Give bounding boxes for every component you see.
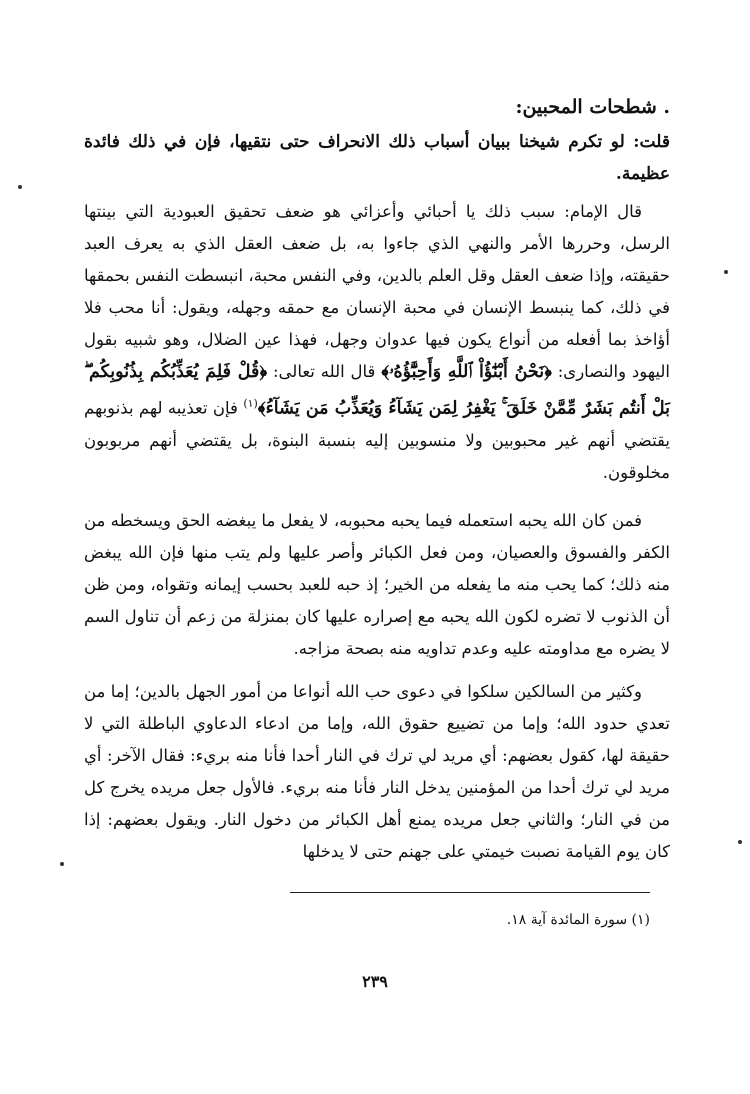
scan-speck (18, 185, 22, 189)
page-number: ٢٣٩ (362, 972, 388, 991)
paragraph-text-intro: قال الإمام: سبب ذلك يا أحبائي وأعزائي هو ضعف تحقيق العبودية التي بينتها الرسل، وحررها الأمر والنهي الذي جاءوا به، بل ضعف العقل الذي به يعرف العبد حقيقته، وإذا ضعف العقل وقل العلم بالدين، وفي النفس محبة، انبسطت النفس بحمقها في ذلك، كما ينبسط الإنسان في محبة الإنسان مع حمقه وجهله، ويقول: أنا محب فلا أؤاخذ بما أفعله من أنواع يكون فيها عدوان وجهل، فهذا عين الضلال، وهو شبيه بقول اليهود والنصارى: (84, 202, 670, 381)
paragraph-seekers (84, 676, 670, 868)
scan-speck (738, 840, 742, 844)
section-heading: . شطحات المحبين: (515, 96, 670, 118)
paragraph-text-link: قال الله تعالى: (272, 362, 376, 381)
scan-speck (60, 862, 64, 866)
footnote: (١) سورة المائدة آية ١٨. (506, 912, 650, 928)
paragraph-text-conclusion: فإن تعذيبه لهم بذنوبهم يقتضي أنهم غير محبوبين ولا منسوبين إليه بنسبة البنوة، بل يقتضي أنهم مربوبون مخلوقون. (84, 398, 670, 482)
paragraph-love-and-sin (84, 505, 670, 665)
quran-verse-1: ﴿نَحْنُ أَبْنَٰٓؤُاْ ٱللَّهِ وَأَحِبَّٰٓؤُهُۥ﴾ (381, 362, 552, 382)
paragraph-text: فمن كان الله يحبه استعمله فيما يحبه محبوبه، لا يفعل ما يبغضه الحق ويسخطه من الكفر والفسوق والعصيان، ومن فعل الكبائر وأصر عليها ولم يتب منها فإن الله يبغض منه ذلك؛ كما يحب منه ما يفعله من الخير؛ إذ حبه للعبد بحسب إيمانه وتقواه، ومن ظن أن الذنوب لا تضره لكون الله يحبه مع إصراره عليها كان بمنزلة من زعم أن تناول السم لا يضره مع مداومته عليه وعدم تداويه منه بصحة مزاجه. (84, 511, 670, 658)
paragraph-text: وكثير من السالكين سلكوا في دعوى حب الله أنواعا من أمور الجهل بالدين؛ إما من تعدي حدود الله؛ وإما من تضييع حقوق الله، وإما من ادعاء الدعاوي الباطلة التي لا حقيقة لها، كقول بعضهم: أي مريد لي ترك في النار أحدا فأنا منه بريء: فقال الآخر: أي مريد لي ترك أحدا من المؤمنين يدخل النار فأنا منه بريء. فالأول جعل مريده يخرج كل من في النار؛ والثاني جعل مريده يمنع أهل الكبائر من دخول النار. ويقول بعضهم: إذا كان يوم القيامة نصبت خيمتي على جهنم حتى لا يدخلها (84, 682, 670, 861)
quran-verse-2: ﴿قُلْ فَلِمَ يُعَذِّبُكُم بِذُنُوبِكُم ۖ بَلْ أَنتُم بَشَرٌ مِّمَّنْ خَلَقَ ۚ يَغْفِرُ لِمَن يَشَآءُ وَيُعَذِّبُ مَن يَشَآءُ﴾ (84, 362, 670, 419)
scan-speck (724, 270, 728, 274)
footnote-reference[interactable]: (١) (243, 397, 258, 410)
paragraph-imam-answer (84, 196, 670, 489)
question-paragraph: قلت: لو تكرم شيخنا ببيان أسباب ذلك الانحراف حتى نتقيها، فإن في ذلك فائدة عظيمة. (84, 132, 670, 184)
footnote-divider (290, 892, 650, 893)
